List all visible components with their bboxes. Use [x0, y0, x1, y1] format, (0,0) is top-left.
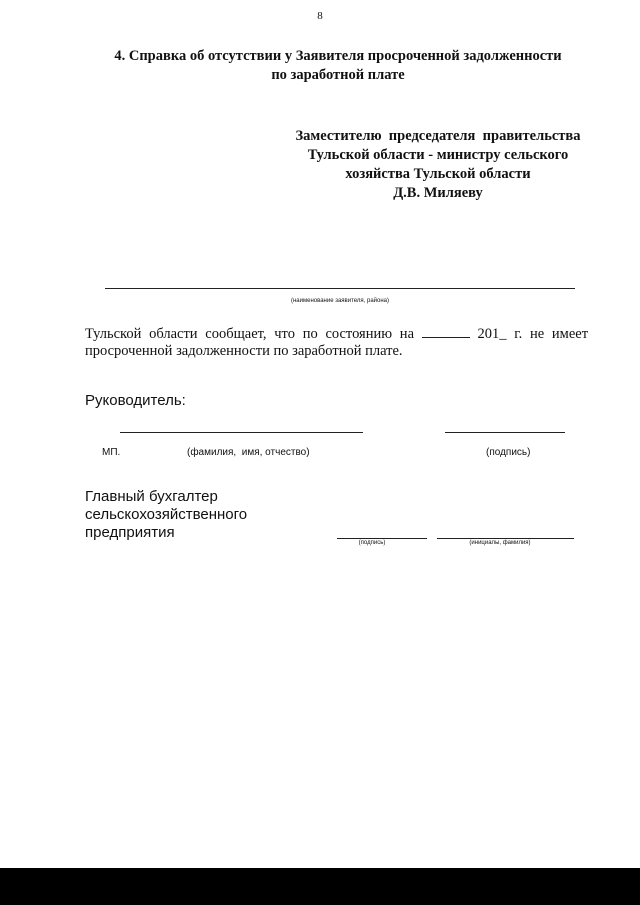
- accountant-signature-line: [337, 538, 427, 539]
- addressee-line-3: хозяйства Тульской области: [345, 166, 531, 182]
- director-name-line: [120, 432, 363, 433]
- statement-line-1: [85, 325, 588, 343]
- addressee-block: [268, 127, 608, 203]
- director-signature-caption: (подпись): [486, 447, 531, 458]
- accountant-label: [85, 488, 247, 542]
- section-heading: [40, 47, 636, 85]
- accountant-line-2: сельскохозяйственного: [85, 506, 248, 523]
- accountant-signature-caption: (подпись): [358, 540, 386, 546]
- director-label: Руководитель:: [85, 392, 186, 409]
- accountant-initials-caption: (инициалы, фамилия): [469, 540, 531, 546]
- heading-line-2: по заработной плате: [271, 67, 405, 83]
- accountant-line-3: предприятия: [85, 524, 175, 541]
- statement-line-2: просроченной задолженности по заработной плате.: [85, 343, 403, 359]
- seal-mark: МП.: [102, 447, 121, 458]
- addressee-line-4: Д.В. Миляеву: [393, 185, 483, 201]
- page-number: 8: [317, 10, 323, 22]
- director-name-caption: (фамилия, имя, отчество): [187, 447, 310, 458]
- statement-year: 201_: [477, 326, 507, 342]
- director-signature-line: [445, 432, 565, 433]
- addressee-line-1: Заместителю председателя правительства: [295, 128, 581, 144]
- heading-line-1: 4. Справка об отсутствии у Заявителя просроченной задолженности: [114, 48, 562, 64]
- applicant-caption: (наименование заявителя, района): [290, 298, 390, 304]
- statement-part-1: Тульской области сообщает, что по состоянию на: [85, 326, 415, 342]
- date-blank: [422, 325, 470, 338]
- accountant-line-1: Главный бухгалтер: [85, 488, 218, 505]
- statement-part-2: г. не имеет: [514, 326, 589, 342]
- applicant-name-line: [105, 288, 575, 289]
- scan-border-bar: [0, 868, 640, 905]
- statement-text: [85, 325, 588, 360]
- accountant-initials-line: [437, 538, 574, 539]
- addressee-line-2: Тульской области - министру сельского: [307, 147, 569, 163]
